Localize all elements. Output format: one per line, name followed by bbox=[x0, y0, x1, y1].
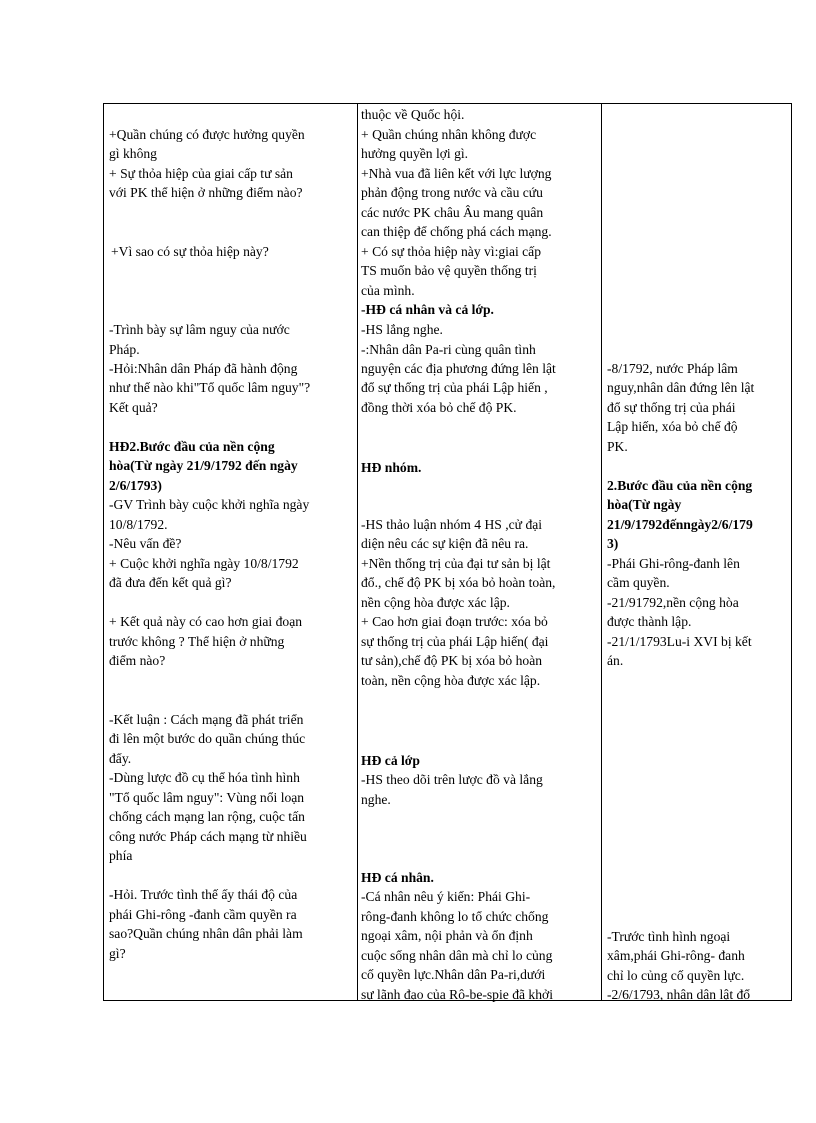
text-line: phản động trong nước và cầu cứu bbox=[361, 185, 543, 200]
text-line: -Trình bày sự lâm nguy của nước bbox=[109, 322, 290, 337]
text-line: cầm quyền. bbox=[607, 575, 670, 590]
text-line: -HS theo dõi trên lược đồ và lắng bbox=[361, 772, 543, 787]
text-line: nền cộng hòa được xác lập. bbox=[361, 595, 510, 610]
text-line: thuộc về Quốc hội. bbox=[361, 107, 465, 122]
text-line: xâm,phái Ghi-rông- đanh bbox=[607, 948, 745, 963]
section-heading: 3) bbox=[607, 536, 619, 551]
text-line: phái Ghi-rông -đanh cầm quyền ra bbox=[109, 907, 297, 922]
text-line: đổ., chế độ PK bị xóa bỏ hoàn toàn, bbox=[361, 575, 556, 590]
text-line: nguyện các địa phương đứng lên lật bbox=[361, 361, 556, 376]
text-line: đồng thời xóa bỏ chế độ PK. bbox=[361, 400, 517, 415]
text-line: đổ sự thống trị của phái Lập hiến , bbox=[361, 380, 548, 395]
text-line: án. bbox=[607, 653, 624, 668]
text-line: PK. bbox=[607, 439, 628, 454]
section-heading: HĐ2.Bước đầu của nền cộng bbox=[109, 439, 275, 454]
section-heading: hòa(Từ ngày 21/9/1792 đến ngày bbox=[109, 458, 298, 473]
column-divider-1 bbox=[357, 104, 358, 1000]
text-line: -21/91792,nền cộng hòa bbox=[607, 595, 739, 610]
text-line: -Hỏi. Trước tình thế ấy thái độ của bbox=[109, 887, 298, 902]
text-line: cố quyền lực.Nhân dân Pa-ri,dưới bbox=[361, 967, 546, 982]
text-line: -Trước tình hình ngoại bbox=[607, 929, 731, 944]
text-line: -GV Trình bày cuộc khởi nghĩa ngày bbox=[109, 497, 310, 512]
text-line: toàn, nền cộng hòa được xác lập. bbox=[361, 673, 541, 688]
text-line: như thế nào khi"Tổ quốc lâm nguy"? bbox=[109, 380, 311, 395]
text-line: + Có sự thỏa hiệp này vì:giai cấp bbox=[361, 244, 542, 259]
text-line: nguy,nhân dân đứng lên lật bbox=[607, 380, 755, 395]
section-heading: 2.Bước đầu của nền cộng bbox=[607, 478, 753, 493]
column-divider-2 bbox=[601, 104, 602, 1000]
text-line: được thành lập. bbox=[607, 614, 692, 629]
activity-heading: -HĐ cá nhân và cả lớp. bbox=[361, 302, 494, 317]
text-line: chống cách mạng lan rộng, cuộc tấn bbox=[109, 809, 305, 824]
text-line: hưởng quyền lợi gì. bbox=[361, 146, 469, 161]
text-line: sự lãnh đạo của Rô-be-spie đã khởi bbox=[361, 987, 553, 1002]
text-line: trước không ? Thể hiện ở những bbox=[109, 634, 285, 649]
text-line: sao?Quần chúng nhân dân phải làm bbox=[109, 926, 303, 941]
text-line: cuộc sống nhân dân mà chỉ lo củng bbox=[361, 948, 553, 963]
text-line: -8/1792, nước Pháp lâm bbox=[607, 361, 738, 376]
text-line: +Vì sao có sự thỏa hiệp này? bbox=[111, 244, 269, 259]
text-line: -Cá nhân nêu ý kiến: Phái Ghi- bbox=[361, 889, 531, 904]
text-line: "Tổ quốc lâm nguy": Vùng nổi loạn bbox=[109, 790, 305, 805]
text-line: + Quần chúng nhân không được bbox=[361, 127, 537, 142]
text-line: TS muốn bảo vệ quyền thống trị bbox=[361, 263, 537, 278]
text-line: -Kết luận : Cách mạng đã phát triển bbox=[109, 712, 304, 727]
text-line: phía bbox=[109, 848, 133, 863]
text-line: can thiệp để chống phá cách mạng. bbox=[361, 224, 552, 239]
activity-heading: HĐ cá nhân. bbox=[361, 870, 434, 885]
text-line: đã đưa đến kết quả gì? bbox=[109, 575, 232, 590]
text-line: 10/8/1792. bbox=[109, 517, 168, 532]
text-line: tư sản),chế độ PK bị xóa bỏ hoàn bbox=[361, 653, 543, 668]
text-line: nghe. bbox=[361, 792, 391, 807]
text-line: -Hỏi:Nhân dân Pháp đã hành động bbox=[109, 361, 298, 376]
text-line: của mình. bbox=[361, 283, 415, 298]
text-line: -:Nhân dân Pa-ri cùng quân tình bbox=[361, 342, 536, 357]
text-line: -HS thảo luận nhóm 4 HS ,cử đại bbox=[361, 517, 543, 532]
text-line: gì không bbox=[109, 146, 157, 161]
text-line: + Cuộc khởi nghĩa ngày 10/8/1792 bbox=[109, 556, 299, 571]
text-line: Pháp. bbox=[109, 342, 140, 357]
text-line: -21/1/1793Lu-i XVI bị kết bbox=[607, 634, 752, 649]
text-line: -Nêu vấn đề? bbox=[109, 536, 182, 551]
text-line: Lập hiến, xóa bỏ chế độ bbox=[607, 419, 738, 434]
text-line: đẩy. bbox=[109, 751, 132, 766]
text-line: điểm nào? bbox=[109, 653, 166, 668]
text-line: -2/6/1793, nhân dân lật đổ bbox=[607, 987, 751, 1002]
text-line: Kết quả? bbox=[109, 400, 158, 415]
text-line: các nước PK châu Âu mang quân bbox=[361, 205, 544, 220]
section-heading: 21/9/1792đếnngày2/6/179 bbox=[607, 517, 753, 532]
text-line: + Kết quả này có cao hơn giai đoạn bbox=[109, 614, 303, 629]
text-line: chỉ lo củng cố quyền lực. bbox=[607, 968, 745, 983]
text-line: -HS lắng nghe. bbox=[361, 322, 443, 337]
text-line: diện nêu các sự kiện đã nêu ra. bbox=[361, 536, 529, 551]
text-line: -Dùng lược đồ cụ thể hóa tình hình bbox=[109, 770, 300, 785]
text-line: + Sự thỏa hiệp của giai cấp tư sản bbox=[109, 166, 293, 181]
text-line: +Quần chúng có được hưởng quyền bbox=[109, 127, 305, 142]
activity-heading: HĐ cả lớp bbox=[361, 753, 420, 768]
text-line: -Phái Ghi-rông-đanh lên bbox=[607, 556, 740, 571]
text-line: công nước Pháp cách mạng từ nhiều bbox=[109, 829, 307, 844]
text-line: + Cao hơn giai đoạn trước: xóa bỏ bbox=[361, 614, 548, 629]
text-line: +Nền thống trị của đại tư sản bị lật bbox=[361, 556, 551, 571]
text-line: rông-đanh không lo tổ chức chống bbox=[361, 909, 549, 924]
text-line: sự thống trị của phái Lập hiến( đại bbox=[361, 634, 549, 649]
text-line: +Nhà vua đã liên kết với lực lượng bbox=[361, 166, 552, 181]
activity-heading: HĐ nhóm. bbox=[361, 460, 422, 475]
text-line: ngoại xâm, nội phản và ổn định bbox=[361, 928, 533, 943]
section-heading: 2/6/1793) bbox=[109, 478, 162, 493]
text-line: với PK thể hiện ở những điểm nào? bbox=[109, 185, 303, 200]
text-line: gì? bbox=[109, 946, 126, 961]
text-line: đi lên một bước do quần chúng thúc bbox=[109, 731, 306, 746]
text-line: đổ sự thống trị của phái bbox=[607, 400, 736, 415]
section-heading: hòa(Từ ngày bbox=[607, 497, 682, 512]
